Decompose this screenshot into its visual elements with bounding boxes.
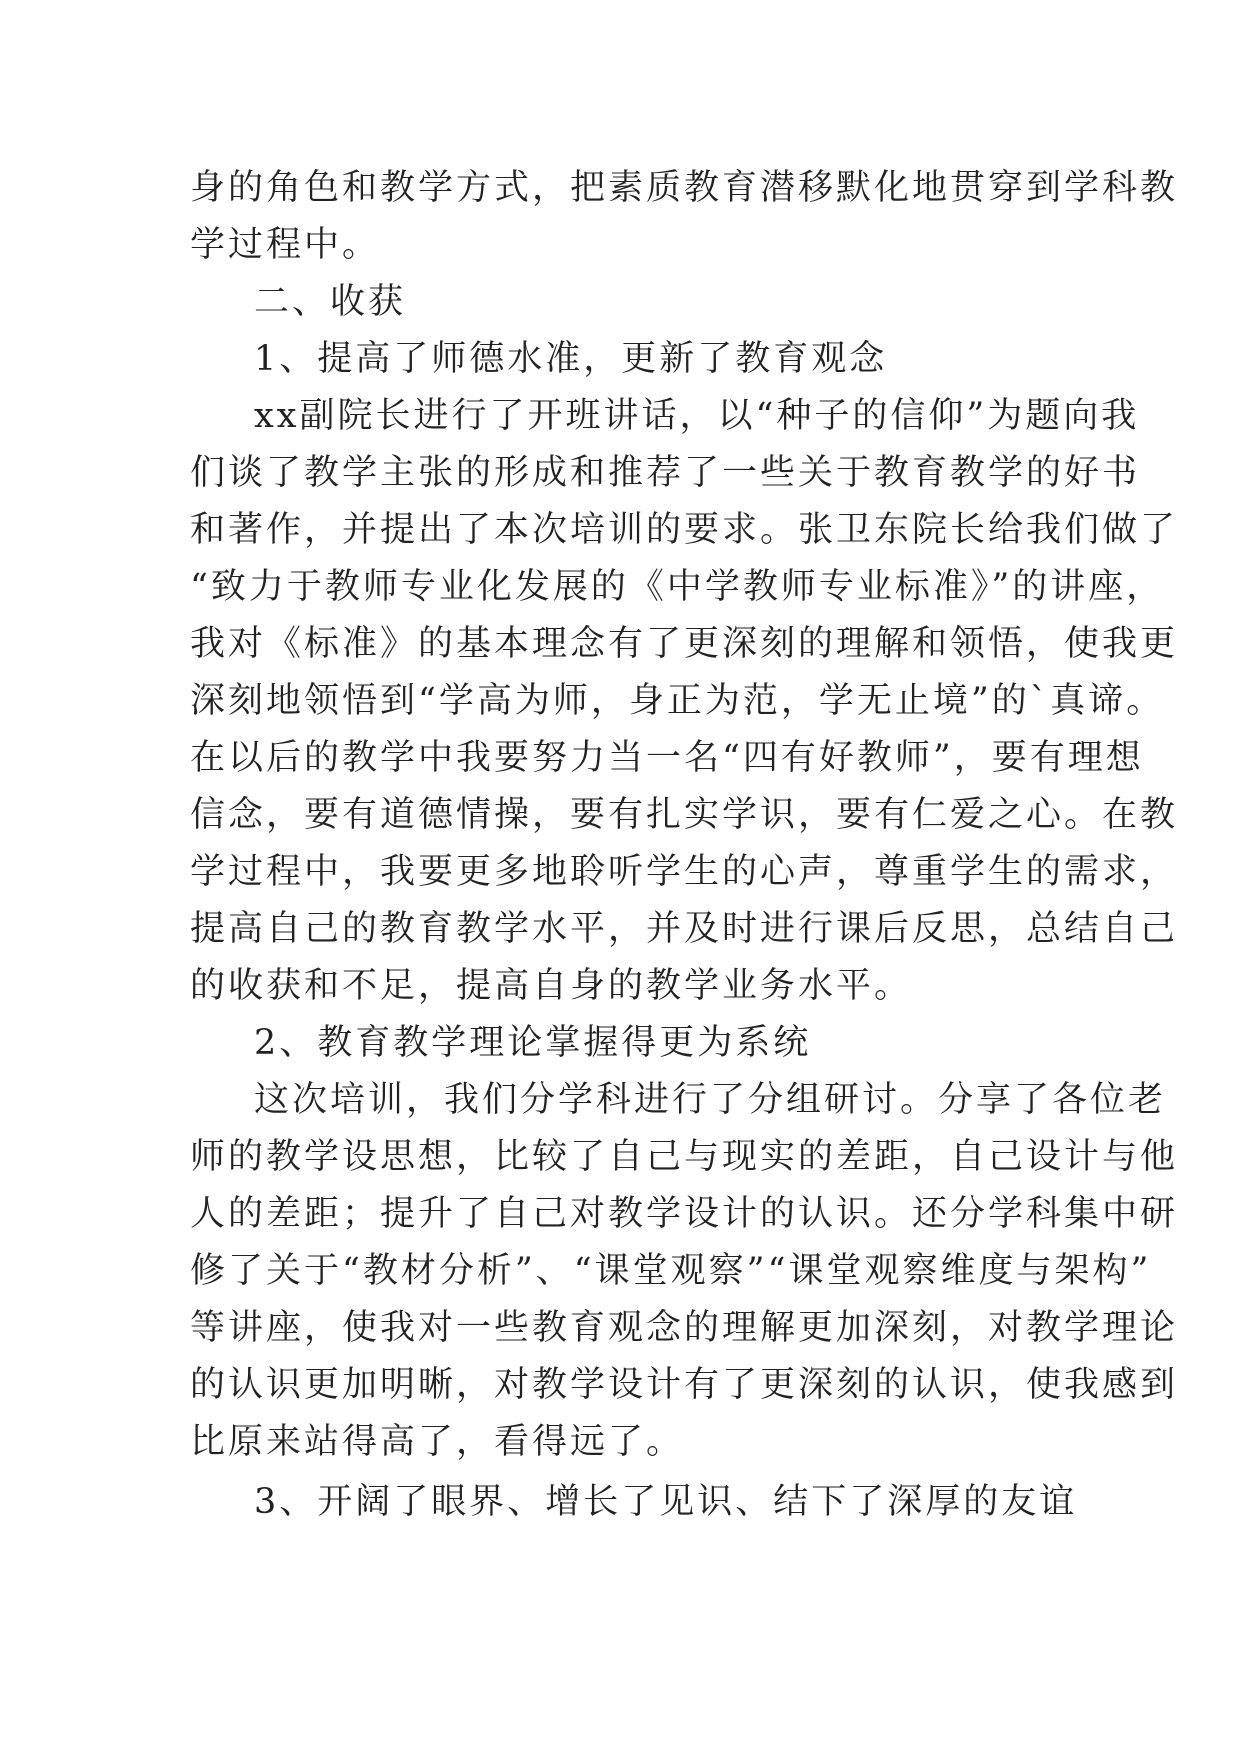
paragraph-line: 修了关于“教材分析”、“课堂观察”“课堂观察维度与架构”: [190, 1251, 1152, 1291]
paragraph-line: 们谈了教学主张的形成和推荐了一些关于教育教学的好书: [190, 453, 1141, 493]
paragraph-line: 和著作，并提出了本次培训的要求。张卫东院长给我们做了: [190, 510, 1179, 550]
paragraph-line: 学过程中，我要更多地聆听学生的心声，尊重学生的需求，: [190, 852, 1179, 892]
paragraph-line: 等讲座，使我对一些教育观念的理解更加深刻，对教学理论: [190, 1308, 1179, 1348]
paragraph-line: 人的差距；提升了自己对教学设计的认识。还分学科集中研: [190, 1194, 1179, 1234]
paragraph-line: 比原来站得高了，看得远了。: [190, 1422, 685, 1462]
paragraph-line: 提高自己的教育教学水平，并及时进行课后反思，总结自己: [190, 909, 1179, 949]
subsection-heading: 1、提高了师德水准，更新了教育观念: [254, 339, 888, 379]
document-body: [190, 160, 1179, 1531]
paragraph-line: 在以后的教学中我要努力当一名“四有好教师”，要有理想: [190, 738, 1144, 778]
section-heading: 二、收获: [254, 282, 407, 322]
paragraph-line: 师的教学设思想，比较了自己与现实的差距，自己设计与他: [190, 1137, 1179, 1177]
paragraph-line: 这次培训，我们分学科进行了分组研讨。分享了各位老: [254, 1080, 1167, 1120]
paragraph-line: 身的角色和教学方式，把素质教育潜移默化地贯穿到学科教: [190, 168, 1179, 208]
paragraph-line: 信念，要有道德情操，要有扎实学识，要有仁爱之心。在教: [190, 795, 1179, 835]
paragraph-line: 我对《标准》的基本理念有了更深刻的理解和领悟，使我更: [190, 624, 1179, 664]
paragraph-line: xx副院长进行了开班讲话，以“种子的信仰”为题向我: [254, 396, 1140, 436]
paragraph-line: 学过程中。: [190, 225, 381, 265]
paragraph-line: “致力于教师专业化发展的《中学教师专业标准》”的讲座，: [190, 567, 1165, 607]
paragraph-line: 的收获和不足，提高自身的教学业务水平。: [190, 966, 913, 1006]
subsection-heading: 3、开阔了眼界、增长了见识、结下了深厚的友谊: [254, 1482, 1078, 1522]
subsection-heading: 2、教育教学理论掌握得更为系统: [254, 1023, 812, 1063]
paragraph-line: 的认识更加明晰，对教学设计有了更深刻的认识，使我感到: [190, 1365, 1179, 1405]
paragraph-line: 深刻地领悟到“学高为师，身正为范，学无止境”的`真谛。: [190, 681, 1165, 721]
